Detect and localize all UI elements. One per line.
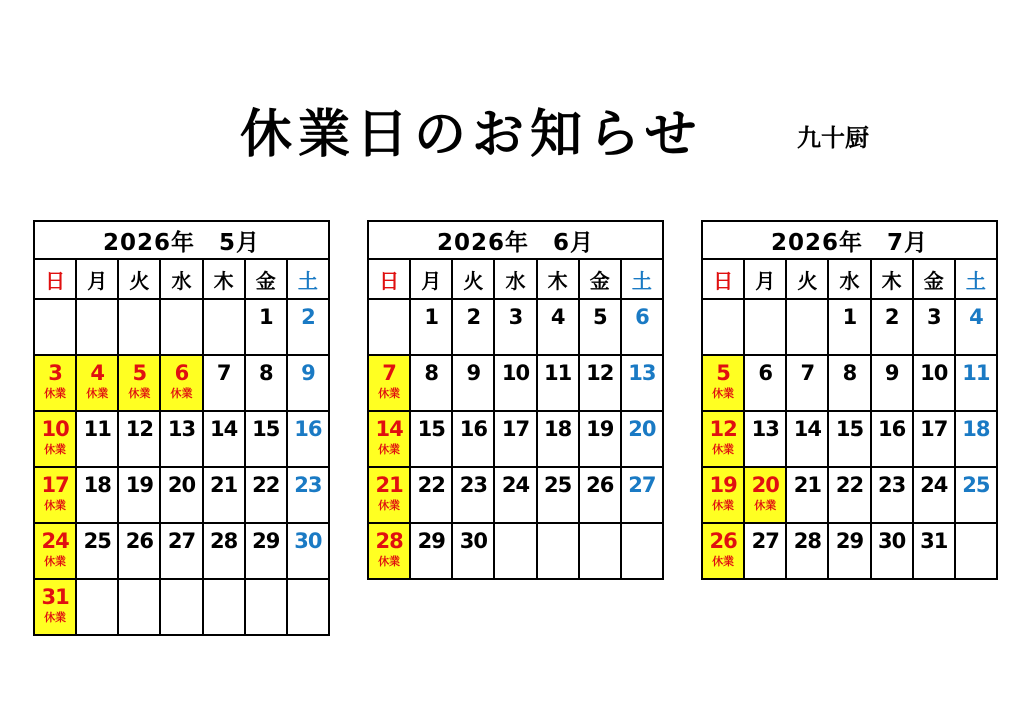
weekday-label: 土 [955,259,997,299]
day-number: 1 [424,305,439,329]
day-cell [287,523,329,579]
day-cell [702,355,744,411]
day-cell [955,299,997,355]
day-cell [621,299,663,355]
month-header: 2026年 5月 [34,221,329,259]
empty-day-cell [245,579,287,635]
day-number: 17 [41,473,69,497]
day-cell [245,411,287,467]
day-number [204,580,244,585]
day-cell [203,355,245,411]
day-number: 15 [252,417,280,441]
day-number: 20 [751,473,779,497]
day-number: 28 [210,529,238,553]
closed-day-label: 休業 [712,387,735,400]
empty-day-cell [76,299,118,355]
day-number: 11 [962,361,990,385]
day-number [580,524,620,529]
day-number: 7 [216,361,231,385]
month-header: 2026年 7月 [702,221,997,259]
weekday-label: 木 [203,259,245,299]
day-cell [913,299,955,355]
weekday-label: 火 [452,259,494,299]
day-cell [494,467,536,523]
day-number [956,524,996,529]
day-number: 26 [125,529,153,553]
day-cell [118,467,160,523]
day-cell [744,411,786,467]
day-cell [34,579,76,635]
day-number: 25 [83,529,111,553]
day-cell [702,523,744,579]
closed-day-label: 休業 [712,499,735,512]
day-number: 27 [628,473,656,497]
page-title: 休業日のお知らせ [240,104,703,165]
day-number: 6 [635,305,649,329]
day-number: 26 [586,473,614,497]
closed-day-label: 休業 [86,387,109,400]
day-number: 2 [884,305,899,329]
day-cell [368,411,410,467]
day-cell [76,411,118,467]
day-number [35,300,75,305]
day-cell [955,411,997,467]
day-number: 9 [466,361,481,385]
closed-day-label: 休業 [44,387,67,400]
day-number: 30 [459,529,487,553]
weekday-label: 木 [537,259,579,299]
day-number: 20 [628,417,656,441]
day-number: 24 [501,473,530,497]
day-number: 13 [628,361,656,385]
day-cell [621,467,663,523]
day-cell [537,411,579,467]
weekday-label: 日 [702,259,744,299]
day-number: 16 [459,417,487,441]
day-number: 19 [586,417,614,441]
day-cell [118,355,160,411]
day-cell [621,355,663,411]
day-cell [160,467,202,523]
day-number: 28 [793,529,821,553]
day-number [495,524,535,529]
closed-day-label: 休業 [378,499,401,512]
empty-day-cell [537,523,579,579]
day-cell [452,467,494,523]
weekday-label: 木 [871,259,913,299]
day-cell [828,411,870,467]
weekday-label: 金 [245,259,287,299]
empty-day-cell [702,299,744,355]
day-cell [203,467,245,523]
day-cell [913,355,955,411]
empty-day-cell [118,579,160,635]
empty-day-cell [160,299,202,355]
empty-day-cell [34,299,76,355]
day-number [745,300,785,305]
day-cell [494,355,536,411]
day-cell [160,411,202,467]
weekday-label: 火 [118,259,160,299]
empty-day-cell [579,523,621,579]
closed-day-label: 休業 [44,443,67,456]
day-cell [452,299,494,355]
day-cell [621,411,663,467]
day-cell [955,467,997,523]
day-number: 24 [920,473,948,497]
empty-day-cell [76,579,118,635]
day-cell [871,355,913,411]
day-number [161,580,201,585]
day-number: 20 [167,473,196,497]
day-number: 6 [758,361,773,385]
day-number: 6 [174,361,189,385]
day-number: 8 [842,361,857,385]
day-cell [537,467,579,523]
day-cell [828,523,870,579]
empty-day-cell [368,299,410,355]
day-cell [579,411,621,467]
day-number: 22 [835,473,864,497]
day-cell [245,467,287,523]
day-cell [786,411,828,467]
weekday-label: 金 [579,259,621,299]
day-number [161,300,201,305]
weekday-label: 月 [744,259,786,299]
empty-day-cell [287,579,329,635]
day-number: 28 [375,529,403,553]
day-cell [871,467,913,523]
weekday-label: 土 [621,259,663,299]
day-number: 5 [592,305,607,329]
day-number: 5 [716,361,730,385]
closed-day-label: 休業 [378,443,401,456]
day-cell [410,299,452,355]
day-number: 12 [709,417,737,441]
day-number: 9 [884,361,899,385]
weekday-label: 水 [494,259,536,299]
day-number: 18 [544,417,572,441]
day-number: 27 [167,529,196,553]
empty-day-cell [160,579,202,635]
day-cell [245,523,287,579]
day-cell [579,299,621,355]
day-cell [494,299,536,355]
day-number: 31 [41,585,69,609]
weekday-label: 月 [76,259,118,299]
day-number: 11 [83,417,111,441]
closed-day-label: 休業 [170,387,193,400]
day-cell [828,299,870,355]
closed-day-label: 休業 [712,555,735,568]
day-number: 21 [210,473,238,497]
day-cell [452,523,494,579]
day-number: 16 [878,417,906,441]
day-cell [245,299,287,355]
day-cell [287,355,329,411]
day-cell [913,467,955,523]
day-cell [744,467,786,523]
closed-day-label: 休業 [44,499,67,512]
day-number: 14 [375,417,403,441]
weekday-label: 月 [410,259,452,299]
day-number: 3 [48,361,62,385]
day-number: 15 [835,417,864,441]
calendar-july [701,220,998,580]
day-cell [537,355,579,411]
day-number: 17 [920,417,948,441]
empty-day-cell [786,299,828,355]
day-number: 16 [294,417,322,441]
day-number: 7 [800,361,815,385]
weekday-label: 水 [828,259,870,299]
day-cell [410,467,452,523]
day-number [204,300,244,305]
day-number: 7 [382,361,396,385]
day-number: 25 [962,473,990,497]
day-cell [203,411,245,467]
day-number: 23 [459,473,487,497]
day-number [77,300,117,305]
day-number: 18 [962,417,990,441]
day-number: 17 [501,417,530,441]
month-header: 2026年 6月 [368,221,663,259]
day-number [369,300,409,305]
day-number: 13 [751,417,779,441]
day-number [703,300,743,305]
day-number: 5 [132,361,147,385]
empty-day-cell [203,299,245,355]
day-cell [452,355,494,411]
day-number: 10 [501,361,530,385]
closed-day-label: 休業 [44,611,67,624]
day-number [622,524,662,529]
closed-day-label: 休業 [128,387,151,400]
day-cell [160,523,202,579]
day-cell [287,299,329,355]
day-number: 29 [417,529,445,553]
day-number [787,300,827,305]
day-number: 19 [125,473,153,497]
day-number: 15 [417,417,445,441]
day-number [119,580,159,585]
day-number: 8 [258,361,273,385]
day-number: 22 [252,473,280,497]
day-number: 29 [835,529,864,553]
day-cell [579,355,621,411]
calendar-may [33,220,330,636]
day-cell [34,523,76,579]
day-cell [871,523,913,579]
day-cell [160,355,202,411]
closed-day-label: 休業 [378,555,401,568]
day-number: 24 [41,529,69,553]
closed-day-label: 休業 [712,443,735,456]
day-cell [76,523,118,579]
day-cell [368,523,410,579]
day-cell [913,411,955,467]
day-number: 1 [258,305,273,329]
day-cell [537,299,579,355]
day-cell [410,355,452,411]
day-number: 25 [544,473,572,497]
empty-day-cell [203,579,245,635]
weekday-label: 土 [287,259,329,299]
day-number: 13 [167,417,196,441]
day-cell [245,355,287,411]
shop-name: 九十厨 [797,124,869,152]
day-number: 2 [466,305,481,329]
day-cell [744,355,786,411]
day-number: 10 [41,417,69,441]
day-cell [828,355,870,411]
day-cell [368,355,410,411]
day-cell [786,523,828,579]
day-cell [34,467,76,523]
day-cell [702,411,744,467]
day-cell [955,355,997,411]
day-cell [702,467,744,523]
day-number: 3 [926,305,941,329]
day-number: 21 [793,473,821,497]
empty-day-cell [118,299,160,355]
day-number: 30 [878,529,906,553]
calendar-june [367,220,664,580]
day-cell [118,411,160,467]
day-cell [786,467,828,523]
day-cell [76,467,118,523]
day-cell [76,355,118,411]
day-number: 12 [586,361,614,385]
day-number [288,580,328,585]
day-number: 8 [424,361,439,385]
day-number: 31 [920,529,948,553]
day-cell [452,411,494,467]
day-cell [287,467,329,523]
day-number: 4 [969,305,983,329]
day-number [77,580,117,585]
day-number: 21 [375,473,403,497]
closed-day-label: 休業 [378,387,401,400]
day-cell [913,523,955,579]
day-number: 9 [301,361,315,385]
day-cell [494,411,536,467]
day-number: 14 [793,417,821,441]
day-number: 29 [252,529,280,553]
empty-day-cell [494,523,536,579]
empty-day-cell [621,523,663,579]
closed-day-label: 休業 [754,499,777,512]
day-number: 26 [709,529,737,553]
day-number: 11 [544,361,572,385]
day-number [538,524,578,529]
weekday-label: 金 [913,259,955,299]
day-cell [203,523,245,579]
weekday-label: 日 [34,259,76,299]
day-cell [410,411,452,467]
day-cell [828,467,870,523]
day-number: 30 [294,529,322,553]
day-cell [287,411,329,467]
day-number: 10 [920,361,948,385]
day-number: 12 [125,417,153,441]
day-number: 1 [842,305,857,329]
weekday-label: 日 [368,259,410,299]
day-cell [34,355,76,411]
weekday-label: 水 [160,259,202,299]
day-number: 3 [508,305,523,329]
weekday-label: 火 [786,259,828,299]
day-cell [786,355,828,411]
day-number: 14 [210,417,238,441]
day-cell [34,411,76,467]
day-number: 19 [709,473,737,497]
day-cell [871,411,913,467]
day-cell [871,299,913,355]
day-number: 27 [751,529,779,553]
day-cell [368,467,410,523]
day-number [119,300,159,305]
day-number [246,580,286,585]
day-number: 4 [550,305,565,329]
empty-day-cell [955,523,997,579]
day-cell [118,523,160,579]
day-number: 22 [417,473,445,497]
empty-day-cell [744,299,786,355]
day-number: 4 [90,361,105,385]
day-cell [410,523,452,579]
day-number: 23 [878,473,906,497]
closed-day-label: 休業 [44,555,67,568]
day-number: 18 [83,473,111,497]
day-number: 2 [301,305,315,329]
day-cell [579,467,621,523]
day-cell [744,523,786,579]
day-number: 23 [294,473,322,497]
